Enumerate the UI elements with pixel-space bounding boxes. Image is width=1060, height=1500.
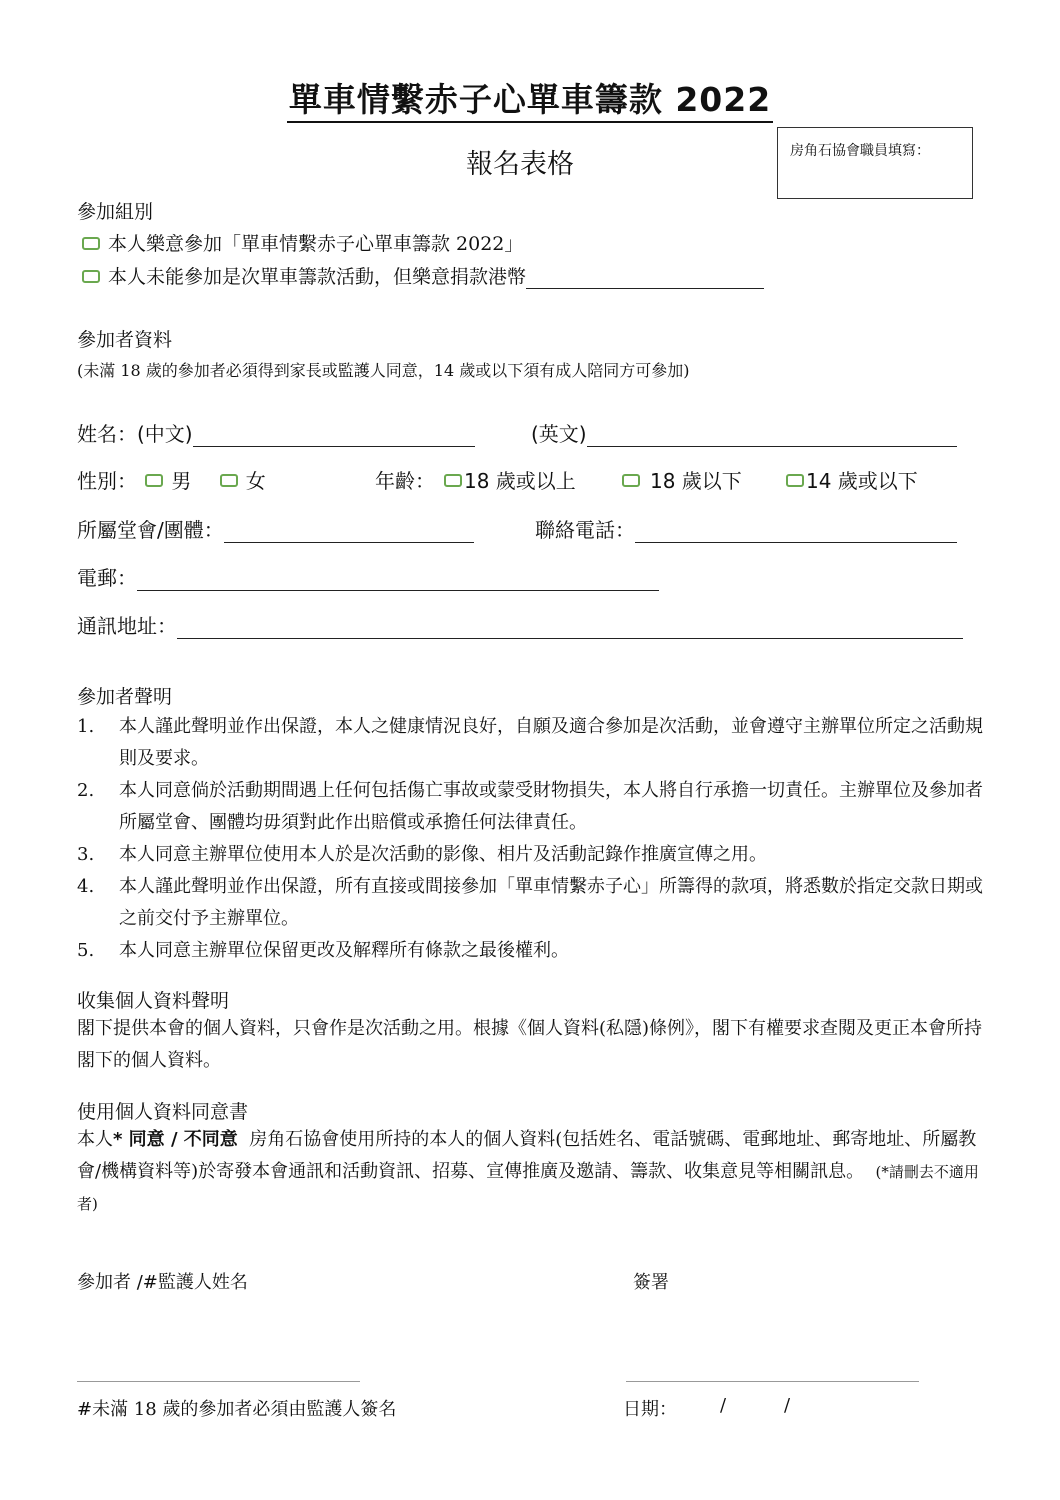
age-under-18-checkbox[interactable] bbox=[622, 474, 640, 487]
declaration-item: 4. 本人謹此聲明並作出保證，所有直接或間接參加「單車情繫赤子心」所籌得的款項，將悉數於指定交款日期或之前交付予主辦單位。 bbox=[77, 876, 983, 929]
address-row bbox=[77, 610, 963, 639]
consent-paragraph: 本人* 同意 / 不同意 房角石協會使用所持的本人的個人資料(包括姓名、電話號碼、電郵地址、郵寄地址、所屬教會/機構資料等)於寄發本會通訊和活動資訊、招募、宣傳推廣及邀請、籌款、收集意見等相關訊息。 (*請刪去不適用者) bbox=[77, 1129, 979, 1213]
age-label-wrap bbox=[375, 465, 435, 494]
date-slash: / bbox=[784, 1395, 791, 1416]
chinese-name-row bbox=[77, 418, 475, 447]
age-option-under-18[interactable]: 18 歲以下 bbox=[622, 465, 742, 494]
date-slash: / bbox=[720, 1395, 727, 1416]
participant-name-line[interactable] bbox=[77, 1381, 360, 1382]
church-label: 所屬堂會/團體： bbox=[77, 518, 224, 542]
participant-note: (未滿 18 歲的參加者必須得到家長或監護人同意，14 歲或以下須有成人陪同方可參加) bbox=[77, 361, 690, 380]
age-option-18-plus[interactable]: 18 歲或以上 bbox=[444, 465, 576, 494]
gender-row bbox=[77, 465, 266, 494]
join-checkbox[interactable] bbox=[82, 237, 100, 250]
document-title: 單車情繫赤子心單車籌款 2022 bbox=[0, 74, 1060, 121]
signature-line[interactable] bbox=[626, 1381, 919, 1382]
age-label: 年齡： bbox=[375, 469, 435, 493]
privacy-heading: 收集個人資料聲明 bbox=[77, 990, 230, 1012]
email-label: 電郵： bbox=[77, 566, 137, 590]
consent-note: (*請刪去不適用者) bbox=[77, 1163, 979, 1213]
date-label: 日期： bbox=[623, 1399, 677, 1420]
form-title: 報名表格 bbox=[466, 149, 574, 180]
donation-amount-field[interactable] bbox=[526, 268, 764, 289]
email-row bbox=[77, 562, 659, 591]
group-heading: 參加組別 bbox=[77, 201, 154, 223]
donate-checkbox[interactable] bbox=[82, 270, 100, 283]
declaration-item: 2. 本人同意倘於活動期間遇上任何包括傷亡事故或蒙受財物損失，本人將自行承擔一切責任。主辦單位及參加者所屬堂會、團體均毋須對此作出賠償或承擔任何法律責任。 bbox=[77, 780, 983, 833]
phone-label: 聯絡電話： bbox=[535, 518, 635, 542]
female-checkbox[interactable] bbox=[220, 474, 238, 487]
age-18-plus-checkbox[interactable] bbox=[444, 474, 462, 487]
declaration-item: 3. 本人同意主辦單位使用本人於是次活動的影像、相片及活動記錄作推廣宣傳之用。 bbox=[77, 844, 767, 865]
signature-label: 簽署 bbox=[633, 1272, 669, 1293]
age-14-under-checkbox[interactable] bbox=[786, 474, 804, 487]
chinese-name-label: 姓名：(中文) bbox=[77, 422, 193, 446]
privacy-text: 閣下提供本會的個人資料，只會作是次活動之用。根據《個人資料(私隱)條例》，閣下有權要求查閱及更正本會所持閣下的個人資料。 bbox=[77, 1018, 983, 1071]
english-name-row bbox=[531, 418, 957, 447]
address-label: 通訊地址： bbox=[77, 614, 177, 638]
chinese-name-field[interactable] bbox=[193, 426, 475, 447]
consent-choice[interactable]: * 同意 / 不同意 bbox=[113, 1129, 238, 1150]
donate-option[interactable]: 本人未能參加是次單車籌款活動，但樂意捐款港幣 bbox=[82, 262, 764, 289]
english-name-label: (英文) bbox=[531, 422, 587, 446]
phone-row bbox=[535, 514, 957, 543]
phone-field[interactable] bbox=[635, 522, 957, 543]
english-name-field[interactable] bbox=[587, 426, 957, 447]
participant-name-label: 參加者 /#監護人姓名 bbox=[77, 1272, 248, 1293]
guardian-note: #未滿 18 歲的參加者必須由監護人簽名 bbox=[77, 1399, 397, 1420]
female-label: 女 bbox=[245, 469, 266, 493]
consent-heading: 使用個人資料同意書 bbox=[77, 1101, 249, 1123]
declaration-heading: 參加者聲明 bbox=[77, 686, 173, 708]
participant-heading: 參加者資料 bbox=[77, 329, 173, 351]
join-option[interactable]: 本人樂意參加「單車情繫赤子心單車籌款 2022」 bbox=[82, 229, 523, 256]
gender-label: 性別： bbox=[77, 469, 137, 493]
church-row bbox=[77, 514, 474, 543]
church-field[interactable] bbox=[224, 522, 474, 543]
address-field[interactable] bbox=[177, 618, 963, 639]
male-checkbox[interactable] bbox=[145, 474, 163, 487]
declaration-list bbox=[77, 711, 987, 967]
staff-use-box[interactable] bbox=[777, 127, 973, 199]
email-field[interactable] bbox=[137, 570, 659, 591]
age-option-14-under[interactable]: 14 歲或以下 bbox=[786, 465, 918, 494]
male-label: 男 bbox=[171, 469, 192, 493]
declaration-item: 1. 本人謹此聲明並作出保證，本人之健康情況良好，自願及適合參加是次活動，並會遵守主辦單位所定之活動規則及要求。 bbox=[77, 716, 983, 769]
declaration-item: 5. 本人同意主辦單位保留更改及解釋所有條款之最後權利。 bbox=[77, 940, 569, 961]
staff-box-label: 房角石協會職員填寫： bbox=[790, 143, 930, 159]
